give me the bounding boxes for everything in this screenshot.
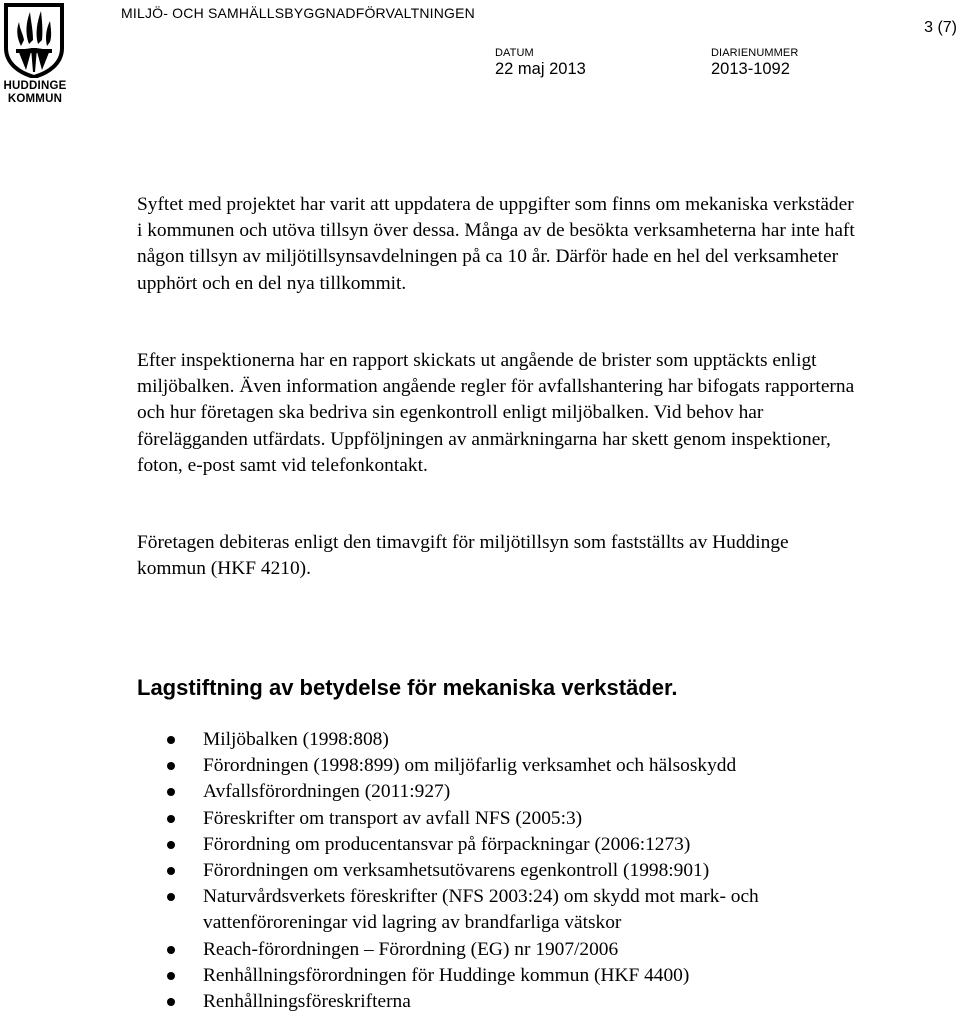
paragraph-text: Företagen debiteras enligt den timavgift för miljötillsyn som fastställts av Huddinge kommun (HKF 4210). xyxy=(137,532,789,580)
paragraph-text: Efter inspektionerna har en rapport skickats ut angående de brister som upptäckts enligt miljöbalken. Även information angående regler för avfallshantering har bifogats rapporterna och hur företagen ska bedriva sin egenkontroll enligt miljöbalken. Vid behov har förelägganden utfärdats. Uppföljningen av anmärkningarna har skett genom inspektioner, foton, e-post samt vid telefonkontakt. xyxy=(137,350,855,476)
list-item-text: Naturvårdsverkets föreskrifter (NFS 2003:24) om skydd mot mark- och vattenföroreningar vid lagring av brandfarliga vätskor xyxy=(203,886,759,934)
legislation-list xyxy=(137,727,857,1015)
reference-number-label: DIARIENUMMER xyxy=(711,47,799,59)
bullet-icon xyxy=(167,841,175,849)
list-item xyxy=(137,963,857,989)
list-item xyxy=(137,832,857,858)
paragraph-fees xyxy=(137,530,857,582)
list-item-text: Renhållningsföreskrifterna xyxy=(203,991,411,1013)
legislation-heading: Lagstiftning av betydelse för mekaniska verkstäder. xyxy=(137,675,678,700)
paragraph-project-purpose xyxy=(137,192,857,297)
bullet-icon xyxy=(167,972,175,980)
list-item-text: Miljöbalken (1998:808) xyxy=(203,729,389,750)
bullet-icon xyxy=(167,762,175,770)
bullet-icon xyxy=(167,998,175,1006)
page-number: 3 (7) xyxy=(924,19,957,36)
bullet-icon xyxy=(167,788,175,796)
huddinge-coat-of-arms-icon xyxy=(2,2,66,78)
date-label: DATUM xyxy=(495,47,534,59)
list-item-text: Förordningen (1998:899) om miljöfarlig verksamhet och hälsoskydd xyxy=(203,755,737,777)
department-name: MILJÖ- OCH SAMHÄLLSBYGGNADFÖRVALTNINGEN xyxy=(121,5,475,21)
list-item xyxy=(137,937,857,963)
list-item xyxy=(137,989,857,1015)
reference-number-value: 2013-1092 xyxy=(711,60,790,78)
list-item-text: Förordningen om verksamhetsutövarens egenkontroll (1998:901) xyxy=(203,860,710,882)
list-item-text: Renhållningsförordningen för Huddinge kommun (HKF 4400) xyxy=(203,964,690,986)
list-item xyxy=(137,858,857,884)
list-item-text: Avfallsförordningen (2011:927) xyxy=(203,781,451,803)
list-item xyxy=(137,884,823,936)
list-item xyxy=(137,727,857,753)
bullet-icon xyxy=(167,946,175,954)
huddinge-logo xyxy=(2,2,66,106)
bullet-icon xyxy=(167,893,175,901)
list-item xyxy=(137,753,857,779)
paragraph-inspection-report xyxy=(137,348,857,479)
paragraph-text: Syftet med projektet har varit att uppdatera de uppgifter som finns om mekaniska verkstäder i kommunen och utöva tillsyn över dessa. Många av de besökta verksamheterna har inte haft någon tillsyn av miljötillsynsavdelningen på ca 10 år. Därför hade en hel del verksamheter upphört och en del nya tillkommit. xyxy=(137,194,855,294)
list-item-text: Reach-förordningen – Förordning (EG) nr 1907/2006 xyxy=(203,938,619,960)
logo-text-line2: KOMMUN xyxy=(7,93,63,105)
bullet-icon xyxy=(167,867,175,875)
bullet-icon xyxy=(167,815,175,823)
list-item-text: Förordning om producentansvar på förpackningar (2006:1273) xyxy=(203,833,691,855)
list-item xyxy=(137,779,857,805)
list-item xyxy=(137,806,857,832)
list-item-text: Föreskrifter om transport av avfall NFS (2005:3) xyxy=(203,807,583,829)
date-value: 22 maj 2013 xyxy=(495,60,586,78)
logo-text-line1: HUDDINGE xyxy=(3,80,67,92)
bullet-icon xyxy=(167,736,175,744)
